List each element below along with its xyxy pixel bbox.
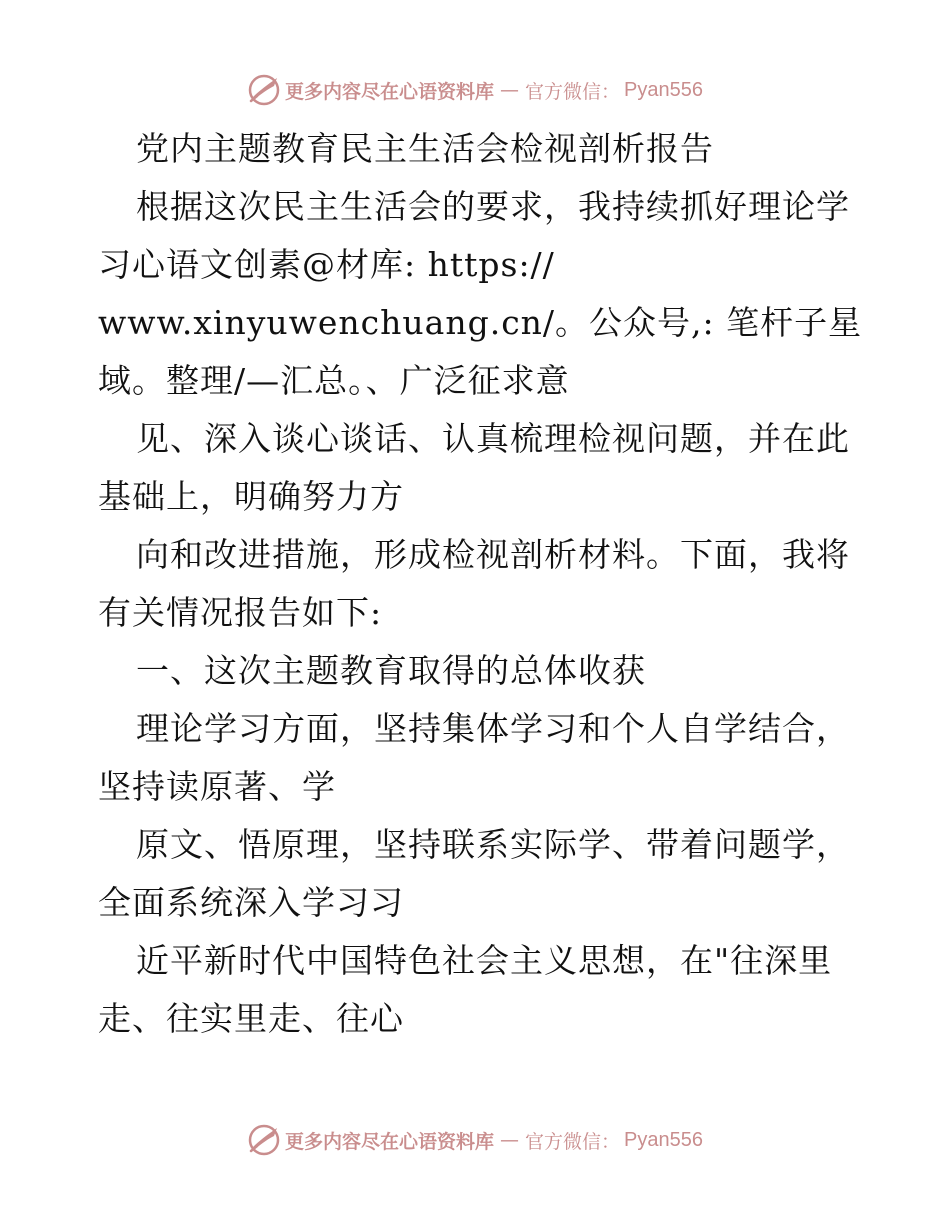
doc-line: 坚持读原著、学 [98, 767, 336, 806]
doc-line: 理论学习方面，坚持集体学习和个人自学结合， [136, 709, 850, 748]
watermark-label: 官方微信： [525, 1130, 621, 1153]
watermark-main-text: 更多内容尽在心语资料库 [285, 1130, 495, 1153]
doc-line: 近平新时代中国特色社会主义思想，在"往深里 [136, 941, 833, 980]
section-heading: 一、这次主题教育取得的总体收获 [136, 651, 646, 690]
watermark-wechat-id: Pyan556 [624, 78, 703, 101]
watermark-dash: — [500, 1129, 520, 1151]
doc-line: 域。整理/—汇总。、广泛征求意 [98, 361, 570, 400]
watermark-main-text: 更多内容尽在心语资料库 [285, 80, 495, 103]
pen-logo-icon [247, 1123, 281, 1157]
doc-line: 全面系统深入学习习 [98, 883, 404, 922]
header-watermark [0, 68, 950, 112]
footer-watermark [0, 1118, 950, 1162]
document-body [98, 120, 863, 1048]
doc-line: www.xinyuwenchuang.cn/。公众号,: 笔杆子星 [98, 303, 863, 342]
watermark-dash: — [500, 79, 520, 101]
doc-line: 见、深入谈心谈话、认真梳理检视问题，并在此 [136, 419, 850, 458]
doc-line: 走、往实里走、往心 [98, 999, 404, 1038]
doc-line: 有关情况报告如下: [98, 593, 383, 632]
pen-logo-icon [247, 73, 281, 107]
doc-line: 习心语文创素@材库: https:// [98, 245, 555, 284]
watermark-wechat-id: Pyan556 [624, 1128, 703, 1151]
doc-line: 原文、悟原理，坚持联系实际学、带着问题学， [136, 825, 850, 864]
doc-line: 根据这次民主生活会的要求，我持续抓好理论学 [136, 187, 850, 226]
doc-line: 向和改进措施，形成检视剖析材料。下面，我将 [136, 535, 850, 574]
watermark-label: 官方微信： [525, 80, 621, 103]
doc-line: 基础上，明确努力方 [98, 477, 404, 516]
doc-title: 党内主题教育民主生活会检视剖析报告 [136, 129, 714, 168]
